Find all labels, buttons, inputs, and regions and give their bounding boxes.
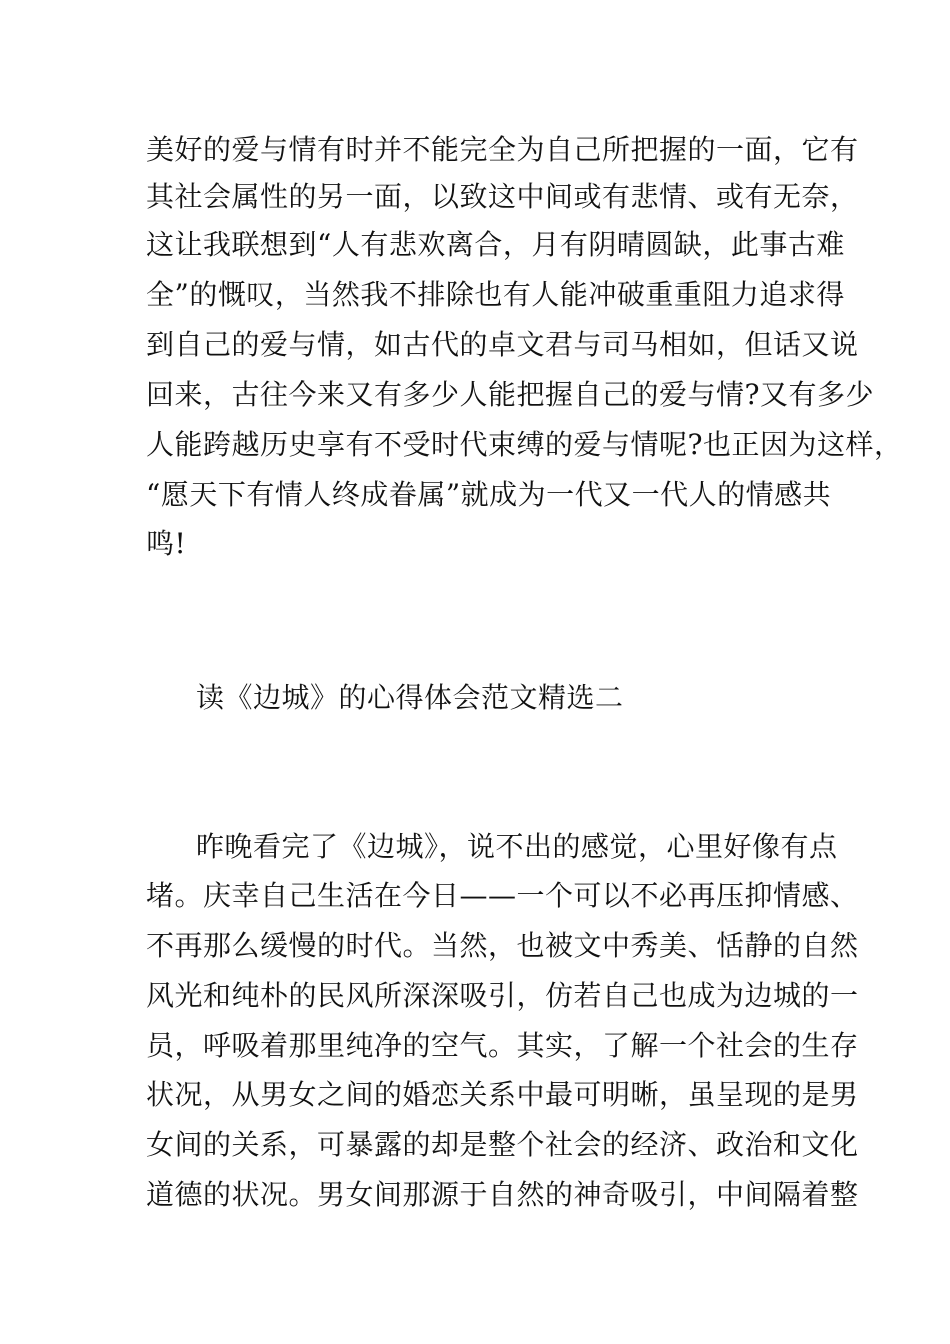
- paragraph-2-line-1: 昨晚看完了《边城》，说不出的感觉，心里好像有点: [196, 830, 838, 863]
- paragraph-1-line-7: 人能跨越历史享有不受时代束缚的爱与情呢?也正因为这样，: [146, 428, 903, 461]
- section-title: 读《边城》的心得体会范文精选二: [196, 681, 624, 714]
- paragraph-1-line-2: 其社会属性的另一面，以致这中间或有悲情、或有无奈，: [146, 180, 859, 213]
- paragraph-2-line-2: 堵。庆幸自己生活在今日——一个可以不必再压抑情感、: [146, 879, 859, 912]
- paragraph-2-line-4: 风光和纯朴的民风所深深吸引，仿若自己也成为边城的一: [146, 979, 859, 1012]
- paragraph-1-line-1: 美好的爱与情有时并不能完全为自己所把握的一面，它有: [146, 133, 859, 166]
- paragraph-2-line-7: 女间的关系，可暴露的却是整个社会的经济、政治和文化: [146, 1128, 859, 1161]
- paragraph-1-line-6: 回来，古往今来又有多少人能把握自己的爱与情?又有多少: [146, 378, 875, 411]
- paragraph-1-line-5: 到自己的爱与情，如古代的卓文君与司马相如，但话又说: [146, 328, 859, 361]
- paragraph-1-line-8: “愿天下有情人终成眷属”就成为一代又一代人的情感共: [146, 478, 832, 511]
- paragraph-2-line-3: 不再那么缓慢的时代。当然，也被文中秀美、恬静的自然: [146, 929, 859, 962]
- paragraph-1-line-9: 鸣!: [146, 527, 187, 560]
- paragraph-1-line-3: 这让我联想到“人有悲欢离合，月有阴晴圆缺，此事古难: [146, 228, 845, 261]
- paragraph-1-line-4: 全”的慨叹，当然我不排除也有人能冲破重重阻力追求得: [146, 278, 845, 311]
- paragraph-2-line-6: 状况，从男女之间的婚恋关系中最可明晰，虽呈现的是男: [146, 1078, 859, 1111]
- paragraph-2-line-8: 道德的状况。男女间那源于自然的神奇吸引，中间隔着整: [146, 1178, 859, 1211]
- paragraph-2-line-5: 员，呼吸着那里纯净的空气。其实，了解一个社会的生存: [146, 1029, 859, 1062]
